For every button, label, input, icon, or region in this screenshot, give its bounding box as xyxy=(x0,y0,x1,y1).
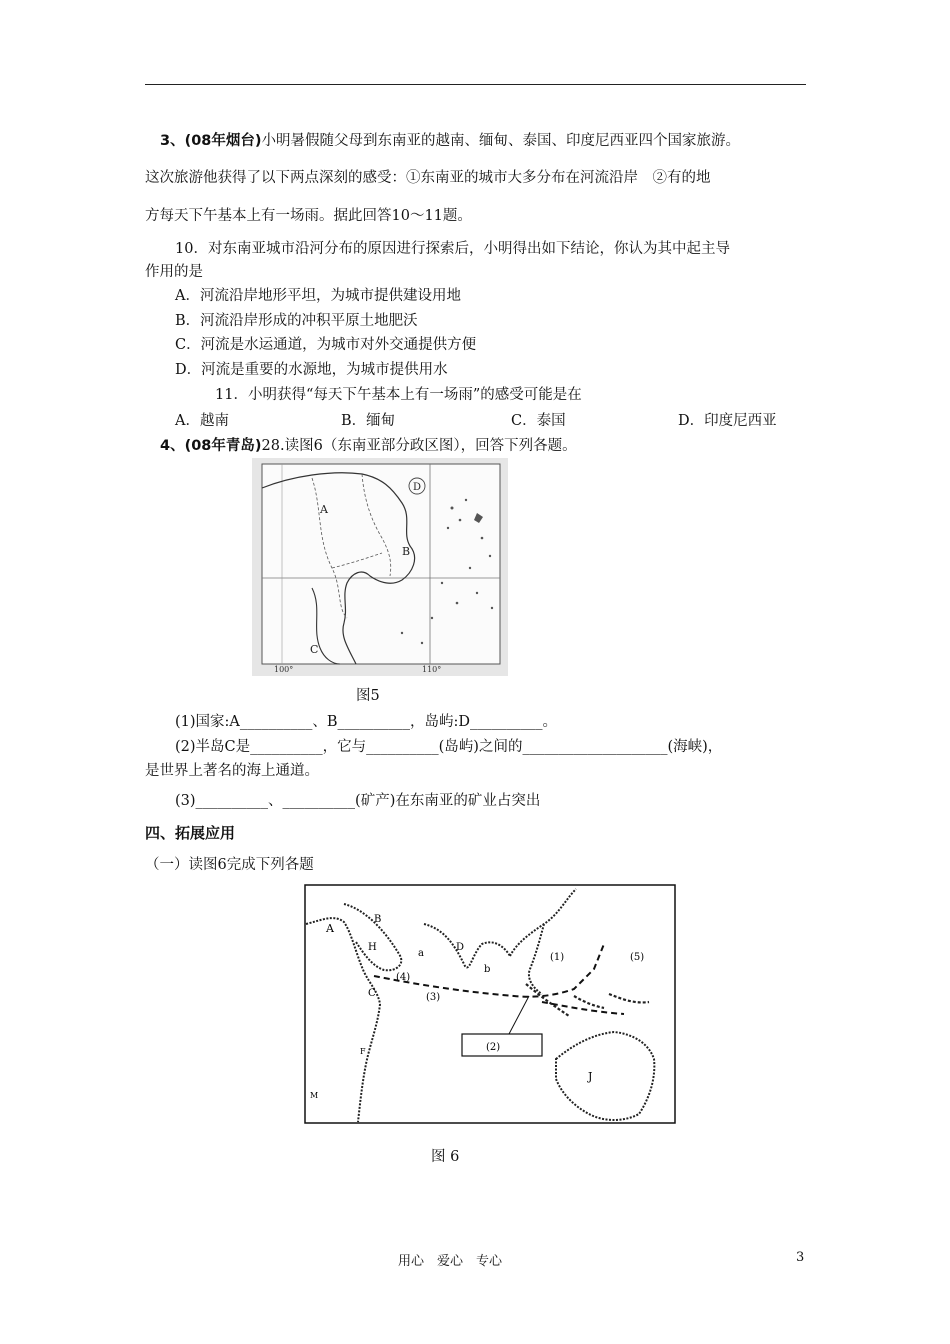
q10-option-c: C．河流是水运通道，为城市对外交通提供方便 xyxy=(175,337,477,353)
section-4-title: 四、拓展应用 xyxy=(145,824,236,842)
map2-label-b-sea: b xyxy=(484,964,491,975)
map1-caption: 图5 xyxy=(356,688,380,704)
map2-label-5: (5) xyxy=(630,952,645,963)
header-rule xyxy=(145,84,806,85)
q10-option-b: B．河流沿岸形成的冲积平原土地肥沃 xyxy=(175,313,418,329)
map1-label-c: C xyxy=(310,643,319,656)
map2-caption: 图 6 xyxy=(431,1149,460,1165)
map1-label-a: A xyxy=(320,503,328,516)
map2-label-3: (3) xyxy=(426,992,441,1003)
q4-source: (08年青岛) xyxy=(184,438,262,454)
q10-stem-2: 作用的是 xyxy=(145,264,203,280)
q11-option-c: C．泰国 xyxy=(511,413,566,429)
q4-part-2b: 是世界上著名的海上通道。 xyxy=(145,763,319,779)
map2-label-2: (2) xyxy=(486,1042,501,1053)
q3-line3: 方每天下午基本上有一场雨。据此回答10～11题。 xyxy=(145,208,472,224)
q10-stem-1: 10．对东南亚城市沿河分布的原因进行探索后，小明得出如下结论，你认为其中起主导 xyxy=(175,241,730,257)
q11-stem: 11．小明获得“每天下午基本上有一场雨”的感受可能是在 xyxy=(215,387,582,403)
q3-text1: 小明暑假随父母到东南亚的越南、缅甸、泰国、印度尼西亚四个国家旅游。 xyxy=(261,133,741,149)
q11-option-a: A．越南 xyxy=(175,413,229,429)
q4-prefix: 4、 xyxy=(160,438,185,454)
q3-source: (08年烟台) xyxy=(184,133,262,149)
map2-label-a: A xyxy=(326,922,334,935)
q10-option-a: A．河流沿岸地形平坦，为城市提供建设用地 xyxy=(175,288,461,304)
q3-prefix: 3、 xyxy=(160,133,185,149)
map1-label-d: D xyxy=(413,482,422,493)
map2-label-4: (4) xyxy=(396,972,411,983)
map2-label-1: (1) xyxy=(550,952,565,963)
q4-line xyxy=(160,434,577,455)
q3-line1 xyxy=(160,129,740,150)
section-4-subtitle: （一）读图6完成下列各题 xyxy=(145,857,314,873)
map2-label-d: D xyxy=(456,942,465,953)
q4-stem: 28.读图6（东南亚部分政区图），回答下列各题。 xyxy=(261,438,577,454)
map2-label-j: J xyxy=(588,1070,593,1083)
q4-part-2a: (2)半岛C是__________，它与__________(岛屿)之间的____________________(海峡)， xyxy=(175,739,723,755)
q4-part-3: (3)__________、__________(矿产)在东南亚的矿业占突出 xyxy=(175,793,541,809)
q10-option-d: D．河流是重要的水源地，为城市提供用水 xyxy=(175,362,448,378)
map2-label-h: H xyxy=(368,942,377,953)
map1-lon-100: 100° xyxy=(274,665,294,674)
q11-option-d: D．印度尼西亚 xyxy=(678,413,777,429)
map1-label-b: B xyxy=(402,545,411,558)
map2-label-a-sea: a xyxy=(418,948,424,959)
indian-ocean-map xyxy=(304,884,676,1124)
footer-motto: 用心 爱心 专心 xyxy=(398,1254,503,1269)
page-number: 3 xyxy=(796,1250,805,1265)
map1-lon-110: 110° xyxy=(422,665,442,674)
map2-label-f: F xyxy=(360,1047,366,1056)
q3-line2: 这次旅游他获得了以下两点深刻的感受：①东南亚的城市大多分布在河流沿岸 ②有的地 xyxy=(145,170,711,186)
map2-label-c: C xyxy=(368,988,376,999)
label-box-2 xyxy=(462,1034,542,1056)
q4-part-1: (1)国家:A__________、B__________，岛屿:D__________。 xyxy=(175,714,558,730)
map2-label-b: B xyxy=(374,914,382,925)
q11-option-b: B．缅甸 xyxy=(341,413,396,429)
map2-label-m: M xyxy=(310,1091,319,1100)
southeast-asia-map xyxy=(252,458,508,676)
